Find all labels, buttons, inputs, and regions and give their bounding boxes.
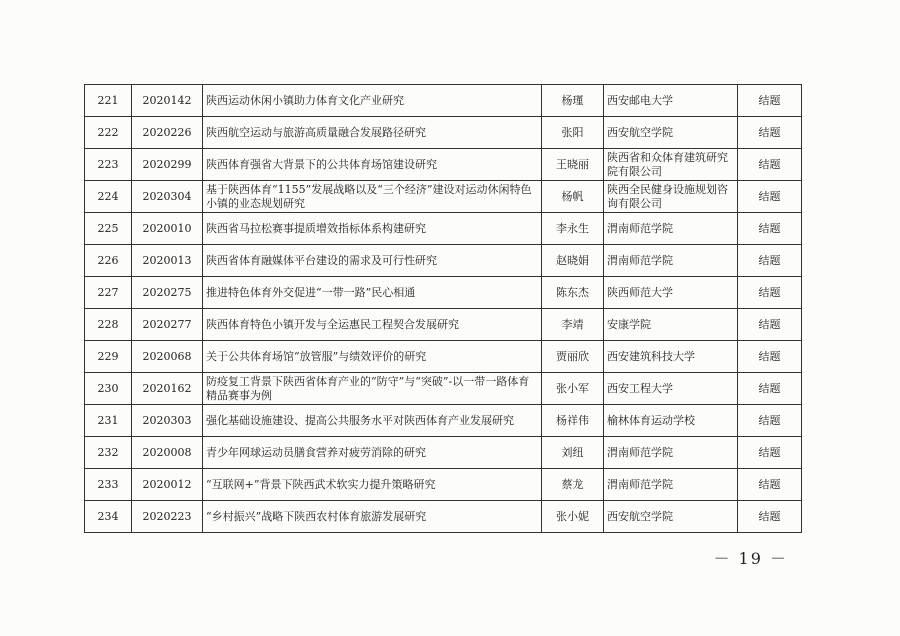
project-table: [84, 84, 802, 533]
project-code: 2020010: [132, 213, 203, 245]
project-status: 结题: [738, 437, 802, 469]
project-organization: 西安建筑科技大学: [604, 341, 738, 373]
project-code: 2020013: [132, 245, 203, 277]
project-organization: 渭南师范学院: [604, 213, 738, 245]
project-organization: 渭南师范学院: [604, 245, 738, 277]
project-status: 结题: [738, 181, 802, 213]
project-organization: 陕西师范大学: [604, 277, 738, 309]
project-code: 2020226: [132, 117, 203, 149]
table-row: [85, 85, 802, 117]
project-code: 2020299: [132, 149, 203, 181]
project-leader: 贾丽欣: [542, 341, 604, 373]
project-status: 结题: [738, 149, 802, 181]
row-number: 232: [85, 437, 132, 469]
project-leader: 张小妮: [542, 501, 604, 533]
project-status: 结题: [738, 245, 802, 277]
table-row: [85, 277, 802, 309]
table-row: [85, 245, 802, 277]
project-status: 结题: [738, 117, 802, 149]
project-organization: 榆林体育运动学校: [604, 405, 738, 437]
project-title: “互联网+”背景下陕西武术软实力提升策略研究: [203, 469, 542, 501]
row-number: 234: [85, 501, 132, 533]
project-title: 陕西航空运动与旅游高质量融合发展路径研究: [203, 117, 542, 149]
project-leader: 张小军: [542, 373, 604, 405]
project-title: 推进特色体育外交促进“一带一路”民心相通: [203, 277, 542, 309]
project-status: 结题: [738, 85, 802, 117]
project-organization: 陕西全民健身设施规划咨询有限公司: [604, 181, 738, 213]
row-number: 221: [85, 85, 132, 117]
project-table-body: [85, 85, 802, 533]
row-number: 227: [85, 277, 132, 309]
row-number: 224: [85, 181, 132, 213]
project-organization: 渭南师范学院: [604, 469, 738, 501]
project-leader: 杨祥伟: [542, 405, 604, 437]
project-leader: 李永生: [542, 213, 604, 245]
project-leader: 张阳: [542, 117, 604, 149]
project-organization: 西安航空学院: [604, 501, 738, 533]
row-number: 225: [85, 213, 132, 245]
project-leader: 杨瑾: [542, 85, 604, 117]
project-title: 陕西体育强省大背景下的公共体育场馆建设研究: [203, 149, 542, 181]
row-number: 228: [85, 309, 132, 341]
project-organization: 西安工程大学: [604, 373, 738, 405]
table-row: [85, 309, 802, 341]
project-organization: 安康学院: [604, 309, 738, 341]
project-code: 2020277: [132, 309, 203, 341]
project-code: 2020012: [132, 469, 203, 501]
project-code: 2020275: [132, 277, 203, 309]
row-number: 229: [85, 341, 132, 373]
project-code: 2020068: [132, 341, 203, 373]
project-leader: 蔡龙: [542, 469, 604, 501]
project-leader: 王晓丽: [542, 149, 604, 181]
project-leader: 陈东杰: [542, 277, 604, 309]
project-title: 关于公共体育场馆“放管服”与绩效评价的研究: [203, 341, 542, 373]
project-title: 陕西省体育融媒体平台建设的需求及可行性研究: [203, 245, 542, 277]
project-organization: 渭南师范学院: [604, 437, 738, 469]
table-row: [85, 373, 802, 405]
project-status: 结题: [738, 277, 802, 309]
project-status: 结题: [738, 469, 802, 501]
project-code: 2020162: [132, 373, 203, 405]
table-row: [85, 213, 802, 245]
row-number: 223: [85, 149, 132, 181]
project-code: 2020223: [132, 501, 203, 533]
project-code: 2020008: [132, 437, 203, 469]
row-number: 222: [85, 117, 132, 149]
row-number: 233: [85, 469, 132, 501]
project-leader: 赵晓娟: [542, 245, 604, 277]
project-code: 2020304: [132, 181, 203, 213]
project-organization: 陕西省和众体育建筑研究院有限公司: [604, 149, 738, 181]
page-number: － 19 －: [713, 549, 788, 568]
project-code: 2020303: [132, 405, 203, 437]
table-row: [85, 181, 802, 213]
table-row: [85, 405, 802, 437]
project-leader: 杨帆: [542, 181, 604, 213]
table-row: [85, 341, 802, 373]
project-status: 结题: [738, 501, 802, 533]
row-number: 226: [85, 245, 132, 277]
project-status: 结题: [738, 405, 802, 437]
row-number: 231: [85, 405, 132, 437]
project-title: 陕西运动休闲小镇助力体育文化产业研究: [203, 85, 542, 117]
row-number: 230: [85, 373, 132, 405]
project-leader: 李靖: [542, 309, 604, 341]
project-title: 防疫复工背景下陕西省体育产业的“防守”与“突破”-以一带一路体育精品赛事为例: [203, 373, 542, 405]
project-organization: 西安邮电大学: [604, 85, 738, 117]
project-title: 陕西省马拉松赛事提质增效指标体系构建研究: [203, 213, 542, 245]
project-status: 结题: [738, 341, 802, 373]
table-row: [85, 501, 802, 533]
project-title: 强化基础设施建设、提高公共服务水平对陕西体育产业发展研究: [203, 405, 542, 437]
project-title: “乡村振兴”战略下陕西农村体育旅游发展研究: [203, 501, 542, 533]
project-code: 2020142: [132, 85, 203, 117]
project-status: 结题: [738, 309, 802, 341]
table-row: [85, 117, 802, 149]
table-row: [85, 437, 802, 469]
project-leader: 刘纽: [542, 437, 604, 469]
project-status: 结题: [738, 373, 802, 405]
table-row: [85, 149, 802, 181]
project-title: 陕西体育特色小镇开发与全运惠民工程契合发展研究: [203, 309, 542, 341]
project-title: 青少年网球运动员膳食营养对疲劳消除的研究: [203, 437, 542, 469]
project-title: 基于陕西体育“1155”发展战略以及“三个经济”建设对运动休闲特色小镇的业态规划研究: [203, 181, 542, 213]
project-status: 结题: [738, 213, 802, 245]
project-organization: 西安航空学院: [604, 117, 738, 149]
table-row: [85, 469, 802, 501]
